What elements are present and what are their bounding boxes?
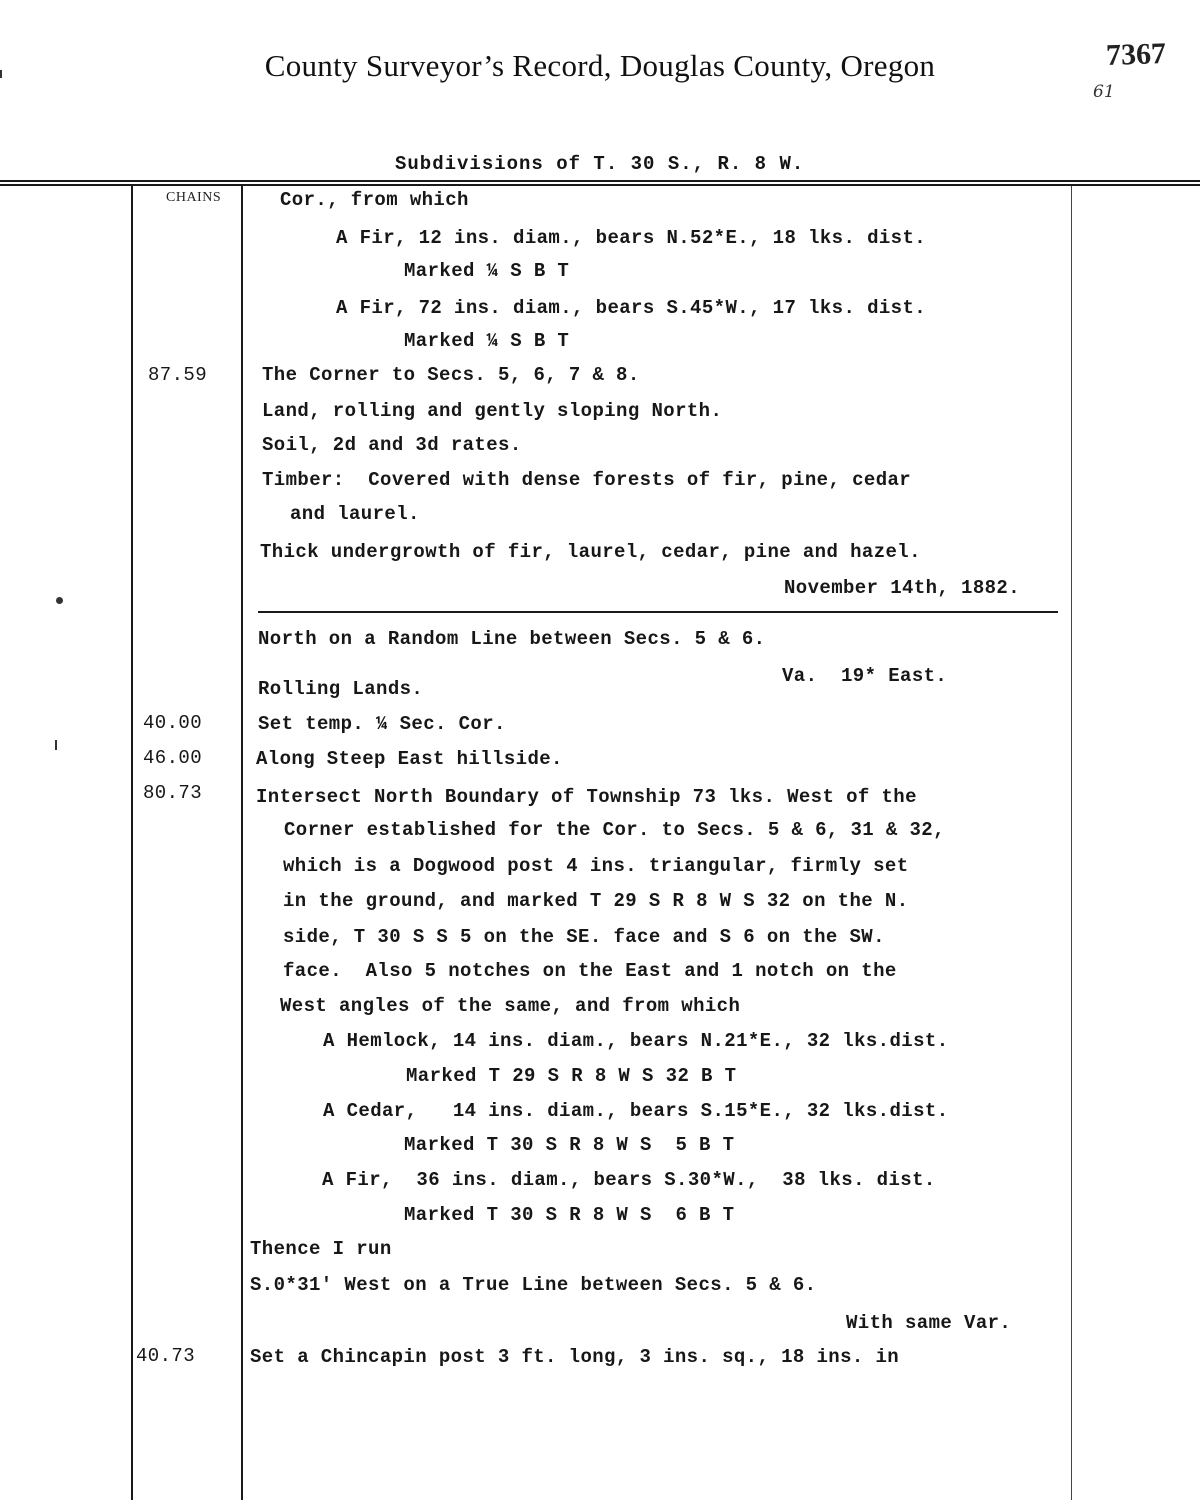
record-line: A Fir, 72 ins. diam., bears S.45*W., 17 lks. dist. xyxy=(336,297,927,319)
header-rule xyxy=(0,180,1200,186)
record-date: November 14th, 1882. xyxy=(784,577,1021,599)
magnetic-variation: Va. 19* East. xyxy=(782,665,948,687)
record-line: Timber: Covered with dense forests of fir, pine, cedar xyxy=(262,469,912,491)
scan-speck xyxy=(0,70,2,78)
chain-value: 46.00 xyxy=(143,747,203,769)
record-line: A Cedar, 14 ins. diam., bears S.15*E., 32 lks.dist. xyxy=(323,1100,949,1122)
record-line: face. Also 5 notches on the East and 1 notch on the xyxy=(283,960,897,982)
record-line: Along Steep East hillside. xyxy=(256,748,563,770)
section-subtitle: Subdivisions of T. 30 S., R. 8 W. xyxy=(395,153,805,175)
record-line: side, T 30 S S 5 on the SE. face and S 6 on the SW. xyxy=(283,926,885,948)
record-line: Rolling Lands. xyxy=(258,678,424,700)
record-line: Marked T 30 S R 8 W S 5 B T xyxy=(404,1134,735,1156)
entry-separator-rule xyxy=(258,611,1058,613)
left-margin-line xyxy=(131,186,133,1500)
record-line: Cor., from which xyxy=(280,189,469,211)
record-line: Intersect North Boundary of Township 73 lks. West of the xyxy=(256,786,917,808)
record-line: Marked T 29 S R 8 W S 32 B T xyxy=(406,1065,737,1087)
record-line: S.0*31' West on a True Line between Secs. 5 & 6. xyxy=(250,1274,817,1296)
record-line: Soil, 2d and 3d rates. xyxy=(262,434,522,456)
record-line: in the ground, and marked T 29 S R 8 W S 32 on the N. xyxy=(283,890,909,912)
record-title: County Surveyor’s Record, Douglas County, Oregon xyxy=(264,48,936,83)
record-line: Set a Chincapin post 3 ft. long, 3 ins. sq., 18 ins. in xyxy=(250,1346,900,1368)
record-line: A Fir, 12 ins. diam., bears N.52*E., 18 lks. dist. xyxy=(336,227,927,249)
record-line: which is a Dogwood post 4 ins. triangular, firmly set xyxy=(283,855,909,877)
chains-column-divider xyxy=(241,186,243,1500)
record-line: Marked ¼ S B T xyxy=(404,260,570,282)
record-line: Corner established for the Cor. to Secs. 5 & 6, 31 & 32, xyxy=(284,819,945,841)
record-line: Set temp. ¼ Sec. Cor. xyxy=(258,713,506,735)
chain-value: 40.00 xyxy=(143,712,203,734)
record-line: and laurel. xyxy=(290,503,420,525)
scan-speck xyxy=(55,740,57,750)
record-line: Marked T 30 S R 8 W S 6 B T xyxy=(404,1204,735,1226)
record-line: Marked ¼ S B T xyxy=(404,330,570,352)
record-line: Thence I run xyxy=(250,1238,392,1260)
scan-speck xyxy=(56,597,63,604)
chain-value: 87.59 xyxy=(148,364,208,386)
record-line: A Fir, 36 ins. diam., bears S.30*W., 38 lks. dist. xyxy=(322,1169,936,1191)
record-line: West angles of the same, and from which xyxy=(280,995,741,1017)
page-number: 7367 xyxy=(1105,36,1167,73)
record-line: A Hemlock, 14 ins. diam., bears N.21*E., 32 lks.dist. xyxy=(323,1030,949,1052)
record-line: The Corner to Secs. 5, 6, 7 & 8. xyxy=(262,364,640,386)
record-line: Thick undergrowth of fir, laurel, cedar, pine and hazel. xyxy=(260,541,921,563)
record-line: North on a Random Line between Secs. 5 & 6. xyxy=(258,628,766,650)
handwritten-page-annotation: 61 xyxy=(1093,82,1115,102)
right-margin-line xyxy=(1071,186,1072,1500)
chain-value: 40.73 xyxy=(136,1345,196,1367)
record-line: With same Var. xyxy=(846,1312,1012,1334)
chain-value: 80.73 xyxy=(143,782,203,804)
chains-column-header: CHAINS xyxy=(166,190,222,205)
record-line: Land, rolling and gently sloping North. xyxy=(262,400,723,422)
